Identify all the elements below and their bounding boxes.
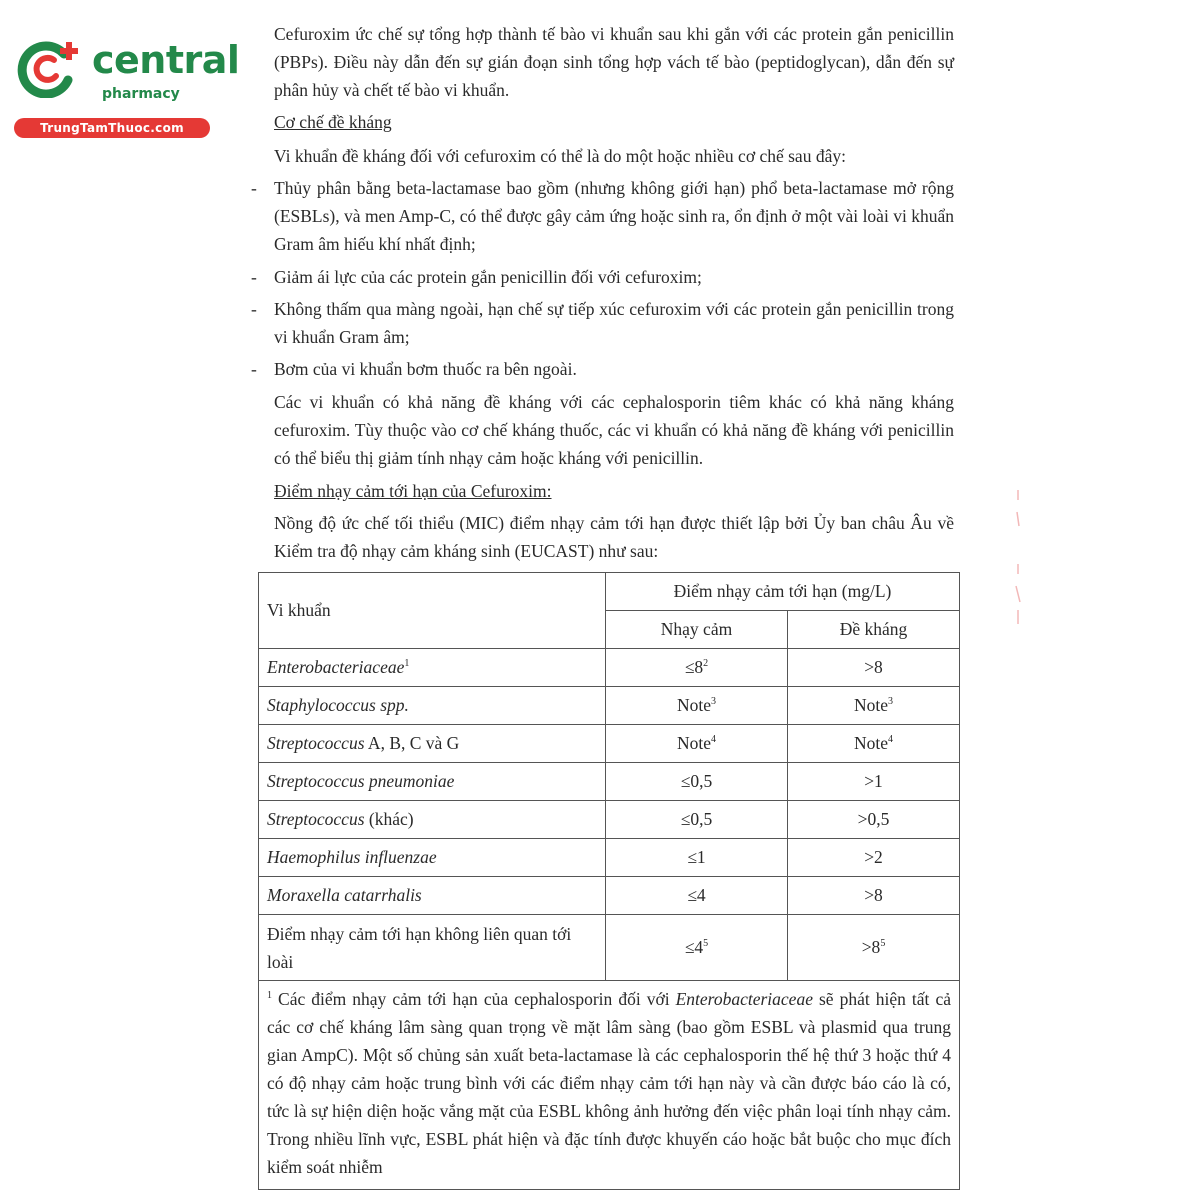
resistant-value: >8 [864, 657, 883, 677]
susceptible-footnote: 2 [703, 658, 709, 670]
resistant-value: >8 [864, 885, 883, 905]
organism-name: Staphylococcus spp. [267, 695, 409, 715]
table-row [259, 839, 960, 877]
susceptible-value: Note [676, 695, 712, 715]
resistant-footnote: 4 [888, 734, 894, 746]
footnote-text-after: sẽ phát hiện tất cả các cơ chế kháng lâm sàng quan trọng về mặt lâm sàng (bao gồm ESBL và plasmid qua trung gian AmpC). Một số chủng sản xuất beta-lactamase là các cephalosporin thế hệ thứ 3 hoặc thứ 4 có độ nhạy cảm hoặc trung bình với các điểm nhạy cảm tới hạn này và cần được báo cáo là có, tức là sự hiện diện hoặc vắng mặt của ESBL không ảnh hưởng đến việc phân loại tính nhạy cảm. Trong nhiều lĩnh vực, ESBL phát hiện và đặc tính được khuyến cáo hoặc bắt buộc cho mục đích kiểm soát nhiễm [267, 988, 951, 1177]
scan-edge-marks [1012, 490, 1024, 630]
resistance-outro: Các vi khuẩn có khả năng đề kháng với các cephalosporin tiêm khác có khả năng kháng cefuroxim. Tùy thuộc vào cơ chế kháng thuốc, các vi khuẩn có khả năng đề kháng với penicillin có thể biểu thị giảm tính nhạy cảm hoặc kháng với penicillin. [274, 392, 954, 468]
bullet-item: Thủy phân bằng beta-lactamase bao gồm (nhưng không giới hạn) phổ beta-lactamase mở rộng (ESBLs), và men Amp-C, có thể được gây cảm ứng hoặc sinh ra, ổn định ở một vài loài vi khuẩn Gram âm hiếu khí nhất định; [274, 178, 954, 254]
susceptible-cell [606, 763, 788, 801]
organism-cell [259, 839, 606, 877]
resistant-cell [788, 915, 960, 981]
pharmacy-cross-logo-icon [12, 36, 84, 98]
resistance-intro: Vi khuẩn đề kháng đối với cefuroxim có thể là do một hoặc nhiều cơ chế sau đây: [274, 146, 846, 166]
resistant-value: >8 [861, 937, 881, 957]
breakpoint-intro: Nồng độ ức chế tối thiểu (MIC) điểm nhạy cảm tới hạn được thiết lập bởi Ủy ban châu Âu về Kiểm tra độ nhạy cảm kháng sinh (EUCAST) như sau: [274, 513, 954, 561]
footnote-italic-term: Enterobacteriaceae [675, 988, 813, 1009]
organism-cell [259, 801, 606, 839]
intro-paragraph: Cefuroxim ức chế sự tổng hợp thành tế bào vi khuẩn sau khi gắn với các protein gắn penicillin (PBPs). Điều này dẫn đến sự gián đoạn sinh tổng hợp vách tế bào (peptidoglycan), dẫn đến sự phân hủy và chết tế bào vi khuẩn. [274, 24, 954, 100]
susceptible-value: ≤0,5 [680, 771, 713, 791]
susceptible-value: ≤0,5 [680, 809, 713, 829]
organism-name: Enterobacteriaceae [267, 657, 405, 677]
breakpoint-table [258, 572, 960, 981]
organism-name: Haemophilus influenzae [267, 847, 437, 867]
organism-name: Moraxella catarrhalis [267, 885, 422, 905]
logo-subtitle: pharmacy [102, 86, 180, 102]
susceptible-value: ≤4 [684, 937, 704, 957]
resistant-footnote: 3 [888, 696, 894, 708]
header-breakpoint-group: Điểm nhạy cảm tới hạn (mg/L) [606, 573, 960, 611]
logo-website[interactable]: TrungTamThuoc.com [14, 118, 210, 138]
bullet-marker: - [251, 299, 257, 319]
susceptible-cell [606, 839, 788, 877]
susceptible-cell [606, 687, 788, 725]
organism-suffix: (khác) [364, 809, 414, 829]
organism-cell [259, 725, 606, 763]
resistant-cell [788, 877, 960, 915]
organism-cell [259, 877, 606, 915]
table-row [259, 649, 960, 687]
table-row [259, 687, 960, 725]
resistant-value: Note [853, 695, 889, 715]
susceptible-cell [606, 877, 788, 915]
table-row [259, 915, 960, 981]
resistance-heading: Cơ chế đề kháng [274, 112, 392, 132]
bullet-marker: - [251, 359, 257, 379]
header-susceptible: Nhạy cảm [606, 611, 788, 649]
central-pharmacy-logo[interactable] [12, 36, 240, 136]
susceptible-footnote: 3 [711, 696, 717, 708]
resistant-cell [788, 763, 960, 801]
susceptible-cell [606, 725, 788, 763]
bullet-marker: - [251, 267, 257, 287]
footnote-text-before: Các điểm nhạy cảm tới hạn của cephalosporin đối với [272, 988, 676, 1009]
susceptible-value: ≤4 [687, 885, 706, 905]
header-resistant: Đề kháng [788, 611, 960, 649]
resistant-value: Note [853, 733, 889, 753]
table-row [259, 763, 960, 801]
bullet-item: Không thấm qua màng ngoài, hạn chế sự tiếp xúc cefuroxim với các protein gắn penicillin trong vi khuẩn Gram âm; [274, 299, 954, 347]
susceptible-cell [606, 915, 788, 981]
table-row [259, 801, 960, 839]
resistant-footnote: 5 [880, 938, 886, 950]
footnote-box [258, 980, 960, 1190]
susceptible-footnote: 5 [703, 938, 709, 950]
organism-name: Streptococcus [267, 733, 365, 753]
breakpoint-heading: Điểm nhạy cảm tới hạn của Cefuroxim: [274, 481, 552, 501]
table-row [259, 877, 960, 915]
resistant-cell [788, 801, 960, 839]
resistant-value: >0,5 [857, 809, 890, 829]
organism-name: Streptococcus pneumoniae [267, 771, 455, 791]
header-organism: Vi khuẩn [259, 573, 606, 649]
organism-footnote: 1 [404, 658, 410, 670]
susceptible-value: ≤1 [687, 847, 706, 867]
organism-cell [259, 649, 606, 687]
susceptible-value: ≤8 [684, 657, 704, 677]
susceptible-cell [606, 649, 788, 687]
resistant-value: >2 [864, 847, 883, 867]
organism-suffix: A, B, C và G [364, 733, 460, 753]
table-row [259, 725, 960, 763]
susceptible-footnote: 4 [711, 734, 717, 746]
organism-cell [259, 763, 606, 801]
resistant-value: >1 [864, 771, 883, 791]
non-species-label: Điểm nhạy cảm tới hạn không liên quan tới loài [259, 915, 606, 981]
susceptible-cell [606, 801, 788, 839]
bullet-item: Giảm ái lực của các protein gắn penicillin đối với cefuroxim; [274, 267, 702, 287]
bullet-item: Bơm của vi khuẩn bơm thuốc ra bên ngoài. [274, 359, 577, 379]
resistant-cell [788, 839, 960, 877]
resistant-cell [788, 649, 960, 687]
resistant-cell [788, 687, 960, 725]
resistant-cell [788, 725, 960, 763]
footnote-marker: 1 [267, 990, 272, 1001]
bullet-marker: - [251, 178, 257, 198]
susceptible-value: Note [676, 733, 712, 753]
logo-name: central [92, 38, 240, 82]
organism-cell [259, 687, 606, 725]
organism-name: Streptococcus [267, 809, 365, 829]
